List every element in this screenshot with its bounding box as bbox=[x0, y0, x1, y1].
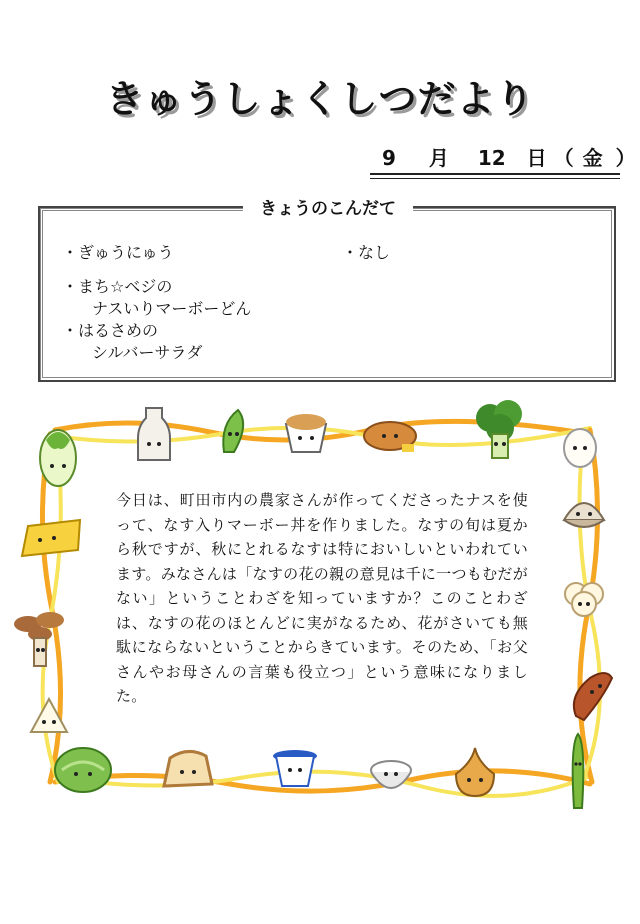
newsletter-title: きゅうしょくしつだより bbox=[105, 77, 535, 121]
toast-icon bbox=[158, 746, 218, 796]
menu-item-mabo-line1: ・まち☆ベジの bbox=[62, 277, 173, 296]
date-line bbox=[370, 142, 636, 175]
asparagus-icon bbox=[566, 730, 590, 810]
date-month: 9 bbox=[382, 146, 396, 170]
menu-item-salad-line1: ・はるさめの bbox=[62, 321, 159, 340]
onion-icon bbox=[450, 744, 500, 800]
mushroom-icon bbox=[10, 608, 74, 670]
cabbage-icon bbox=[52, 744, 114, 794]
rice-ball-icon bbox=[28, 696, 70, 738]
milk-bottle-icon bbox=[134, 404, 174, 464]
date-day: 12 bbox=[477, 146, 506, 170]
menu-item-mabo-line2: ナスいりマーボーどん bbox=[92, 299, 252, 318]
chinese-cabbage-icon bbox=[36, 422, 80, 488]
cauliflower-icon bbox=[560, 576, 608, 624]
menu-item-salad-line2: シルバーサラダ bbox=[92, 343, 203, 362]
yogurt-icon bbox=[270, 746, 320, 792]
bread-roll-icon bbox=[362, 416, 422, 456]
egg-icon bbox=[560, 424, 600, 468]
broccoli-icon bbox=[472, 398, 528, 462]
natto-icon bbox=[280, 406, 332, 456]
menu-item-milk: ・ぎゅうにゅう bbox=[62, 243, 174, 262]
menu-item-pear: ・なし bbox=[342, 243, 391, 262]
date-month-label: 月 bbox=[428, 146, 449, 170]
sausage-icon bbox=[566, 666, 616, 722]
date-weekday: 金 bbox=[582, 146, 603, 170]
date-paren-open: （ bbox=[553, 146, 574, 170]
rice-bowl-icon bbox=[366, 754, 416, 798]
clam-icon bbox=[560, 490, 608, 534]
menu-box bbox=[38, 199, 616, 382]
menu-heading: きょうのこんだて bbox=[243, 194, 413, 219]
cheese-icon bbox=[18, 516, 84, 562]
okra-icon bbox=[216, 404, 252, 456]
date-day-label: 日 bbox=[526, 146, 547, 170]
date-paren-close: ） bbox=[615, 146, 636, 170]
story-text: 今日は、町田市内の農家さんが作ってくださったナスを使って、なす入りマーボー丼を作りました。なすの旬は夏から秋ですが、秋にとれるなすは特においしいといわれています。みなさんは「なすの花の親の意見は千に一つもむだがない」ということわざを知っていますか？このことわざは、なすの花のほとんどに実がなるため、花がさいても無駄にならないということからきています。そのため、「お父さんやお母さんの言葉も役立つ」という意味になりました。 bbox=[116, 491, 528, 705]
